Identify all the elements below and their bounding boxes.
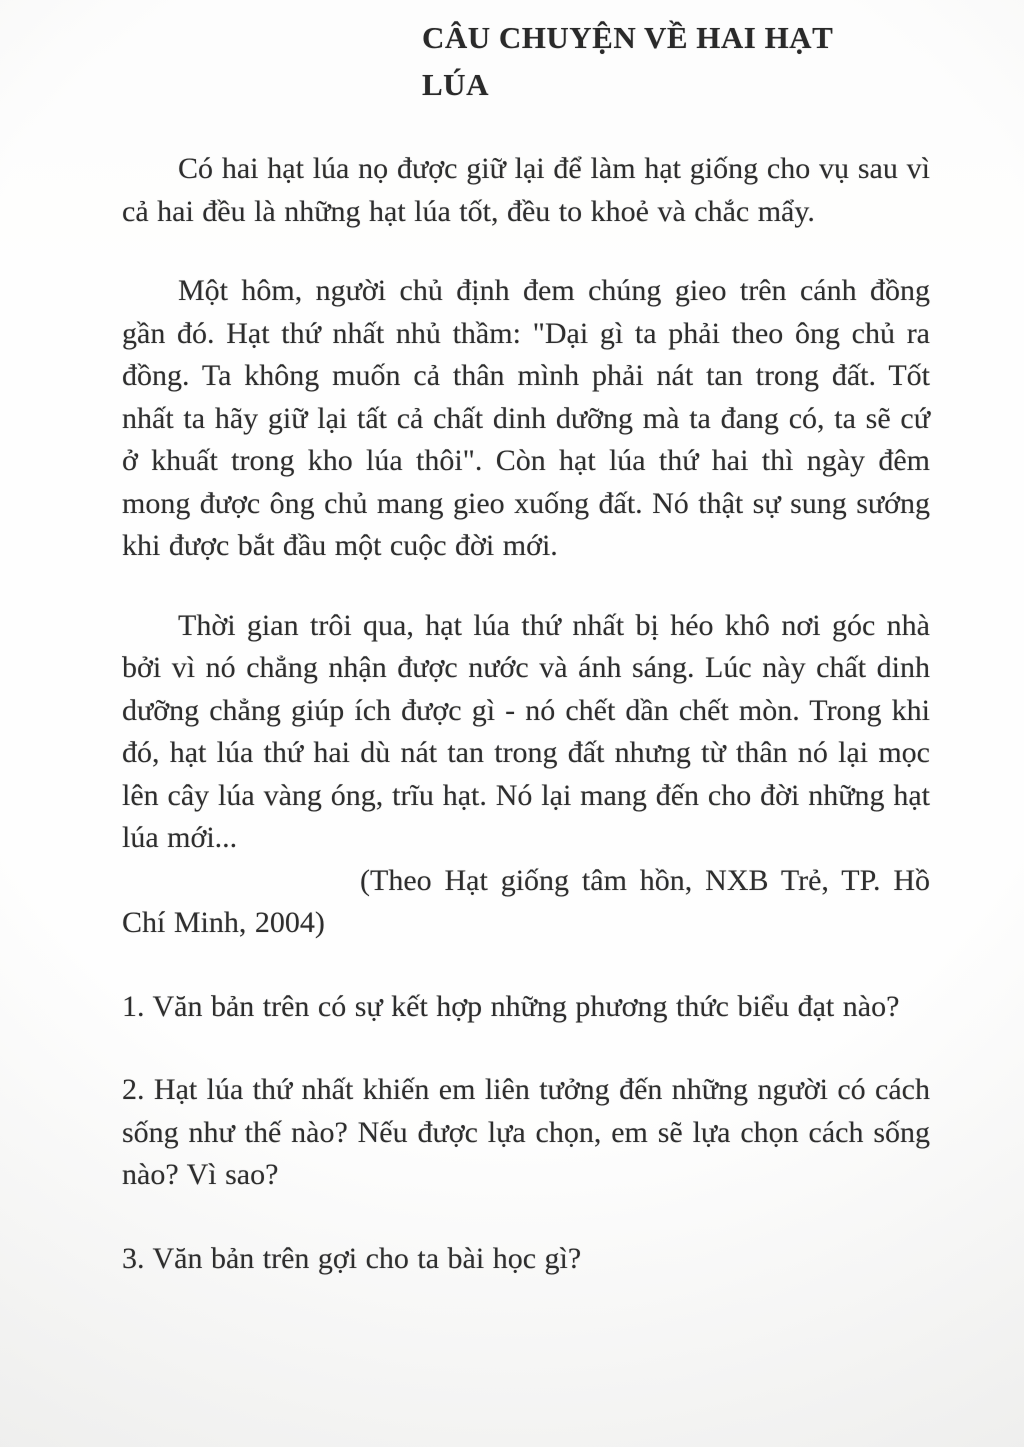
- source-attribution: (Theo Hạt giống tâm hồn, NXB Trẻ, TP. Hồ Chí Minh, 2004): [122, 863, 930, 939]
- story-paragraph-1: Có hai hạt lúa nọ được giữ lại để làm hạt giống cho vụ sau vì cả hai đều là những hạt lúa tốt, đều to khoẻ và chắc mẩy.: [122, 152, 930, 228]
- question-1: 1. Văn bản trên có sự kết hợp những phương thức biểu đạt nào?: [122, 989, 900, 1023]
- title-line-2: LÚA: [422, 67, 489, 102]
- title-line-1: CÂU CHUYỆN VỀ HAI HẠT: [422, 20, 834, 55]
- document-title: [422, 14, 930, 108]
- story-paragraph-2: Một hôm, người chủ định đem chúng gieo trên cánh đồng gần đó. Hạt thứ nhất nhủ thầm: "Dại gì ta phải theo ông chủ ra đồng. Ta không muốn cả thân mình phải nát tan trong đất. Tốt nhất ta hãy giữ lại tất cả chất dinh dưỡng mà ta đang có, ta sẽ cứ ở khuất trong kho lúa thôi". Còn hạt lúa thứ hai thì ngày đêm mong được ông chủ mang gieo xuống đất. Nó thật sự sung sướng khi được bắt đầu một cuộc đời mới.: [122, 274, 930, 562]
- question-3: 3. Văn bản trên gợi cho ta bài học gì?: [122, 1241, 582, 1275]
- story-paragraph-3: Thời gian trôi qua, hạt lúa thứ nhất bị héo khô nơi góc nhà bởi vì nó chẳng nhận được nước và ánh sáng. Lúc này chất dinh dưỡng chẳng giúp ích được gì - nó chết dần chết mòn. Trong khi đó, hạt lúa thứ hai dù nát tan trong đất nhưng từ thân nó lại mọc lên cây lúa vàng óng, trĩu hạt. Nó lại mang đến cho đời những hạt lúa mới...: [122, 608, 930, 854]
- question-2: 2. Hạt lúa thứ nhất khiến em liên tưởng đến những người có cách sống như thế nào? Nếu được lựa chọn, em sẽ lựa chọn cách sống nào? Vì sao?: [122, 1073, 930, 1191]
